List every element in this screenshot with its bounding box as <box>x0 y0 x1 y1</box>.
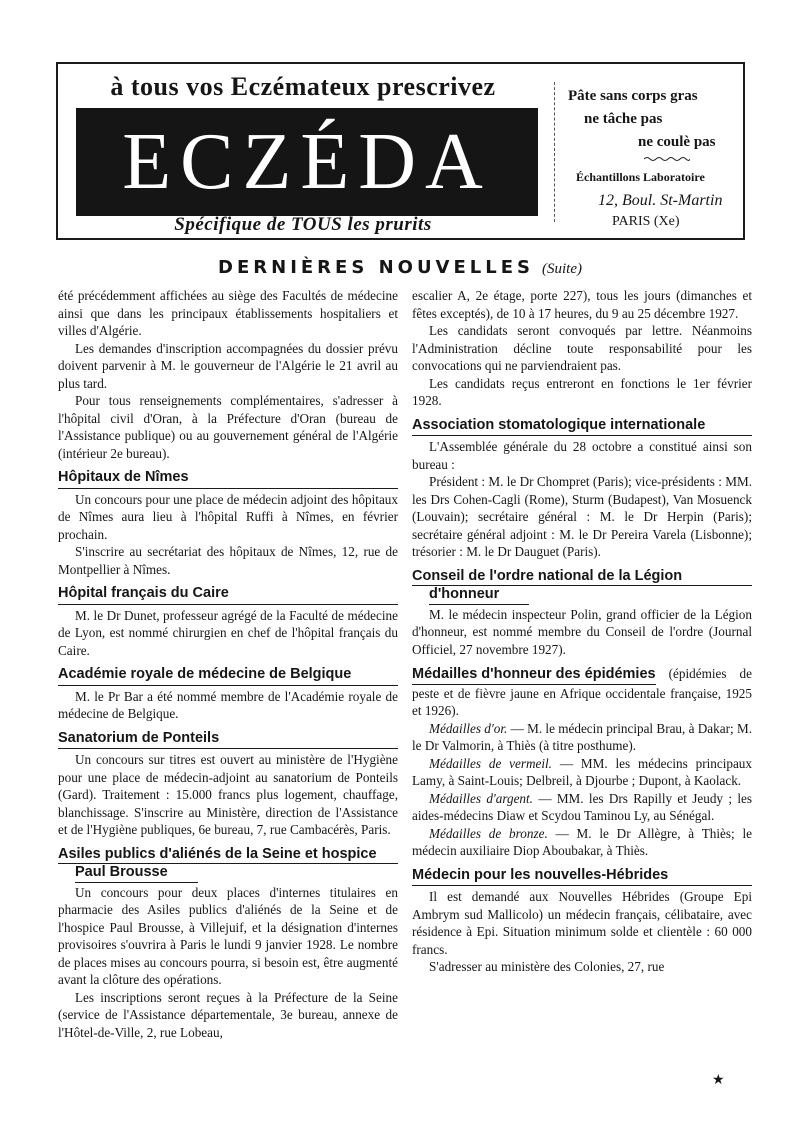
label-or: Médailles d'or. <box>429 720 508 736</box>
heading-academie-belgique: Académie royale de médecine de Belgique <box>58 666 398 686</box>
heading-conseil-legion <box>412 568 752 606</box>
heading-nouvelles-hebrides: Médecin pour les nouvelles-Hébrides <box>412 867 752 887</box>
ad-feature-2: ne tâche pas <box>584 111 663 127</box>
paragraph: M. le Dr Dunet, professeur agrégé de la Faculté de médecine de Lyon, est nommé chirurgien en chef de l'hôpital français du Caire. <box>58 607 398 658</box>
paragraph: Un concours pour une place de médecin adjoint des hôpitaux de Nîmes aura lieu à l'hôpital Ruffi à Nîmes, en février prochain. <box>58 491 398 542</box>
ad-feature-1: Pâte sans corps gras <box>568 88 698 104</box>
heading-asiles <box>58 846 398 884</box>
paragraph: Les inscriptions seront reçues à la Préfecture de la Seine (service de l'Assistance départementale, 3e bureau, annexe de l'Hôtel-de-Ville, 2, rue Lobeau, <box>58 989 398 1040</box>
ad-main-panel <box>58 64 548 238</box>
ad-tagline: Spécifique de TOUS les prurits <box>174 214 432 235</box>
heading-asiles-line-2: Paul Brousse <box>75 864 198 883</box>
text-argent: — MM. les Drs Rapilly et Jeudy ; les aides-médecins Diaw et Scydou Taminou Ly, au Sénégal. <box>412 790 752 823</box>
heading-hopital-caire: Hôpital français du Caire <box>58 585 398 605</box>
label-argent: Médailles d'argent. <box>429 790 533 806</box>
paragraph <box>412 825 752 860</box>
squiggle-ornament-icon <box>644 156 690 162</box>
heading-conseil-line-2: d'honneur <box>429 586 529 605</box>
paragraph: escalier A, 2e étage, porte 227), tous les jours (dimanches et fêtes exceptés), de 10 à 17 heures, du 9 au 25 décembre 1927. <box>412 288 752 321</box>
ad-headline: à tous vos Eczémateux prescrivez <box>110 72 496 101</box>
page-title <box>0 257 800 278</box>
medailles-paragraph <box>412 665 752 720</box>
heading-asiles-line-1: Asiles publics d'aliénés de la Seine et hospice <box>58 846 398 865</box>
paragraph: Un concours sur titres est ouvert au ministère de l'Hygiène pour une place de médecin-adjoint au sanatorium de Ponteils (Gard). Traitement : 15.000 francs plus logement, chauffage, blanchissage. S'inscrire au Ministère, direction de l'Assistance et de l'Hygiène publiques, 6e bureau, 7, rue Cambacérès, Paris. <box>58 752 398 837</box>
left-column <box>58 287 398 1041</box>
ad-city: PARIS (Xe) <box>612 214 680 229</box>
section-title: DERNIÈRES NOUVELLES <box>218 257 534 278</box>
paragraph: S'inscrire au secrétariat des hôpitaux de Nîmes, 12, rue de Montpellier à Nîmes. <box>58 544 398 577</box>
heading-sanatorium-ponteils: Sanatorium de Ponteils <box>58 730 398 750</box>
ad-side-panel <box>568 64 743 238</box>
heading-hopitaux-nimes: Hôpitaux de Nîmes <box>58 469 398 489</box>
label-bronze: Médailles de bronze. <box>429 825 548 841</box>
paragraph <box>412 755 752 790</box>
text-vermeil: — MM. les médecins principaux Lamy, à Saint-Louis; Delbreil, à Djourbe ; Dupont, à Kaolack. <box>412 755 752 788</box>
paragraph: Les candidats reçus entreront en fonctions le 1er février 1928. <box>412 375 752 408</box>
ad-brand-name: ECZÉDA <box>76 108 538 216</box>
paragraph <box>412 720 752 755</box>
paragraph: L'Assemblée générale du 28 octobre a constitué ainsi son bureau : <box>412 439 752 472</box>
eczeda-advertisement <box>56 62 745 240</box>
paragraph: été précédemment affichées au siège des Facultés de médecine ainsi que dans les principaux établissements hospitaliers et villes d'Algérie. <box>58 288 398 338</box>
text-bronze: — M. le Dr Allègre, à Thiès; le médecin auxiliaire Diop Aboubakar, à Thiès. <box>412 825 753 858</box>
paragraph: M. le médecin inspecteur Polin, grand officier de la Légion d'honneur, est nommé membre du Conseil de l'ordre (Journal Officiel, 27 novembre 1927). <box>412 606 752 657</box>
paragraph: Pour tous renseignements complémentaires, s'adresser à l'hôpital civil d'Oran, à la Préfecture d'Oran (bureau de l'Assistance publique) ou au gouvernement général de l'Algérie (intérieur 2e bureau). <box>58 393 398 461</box>
ad-address: 12, Boul. St-Martin <box>598 192 723 209</box>
paragraph: S'adresser au ministère des Colonies, 27, rue <box>429 959 665 974</box>
paragraph: Il est demandé aux Nouvelles Hébrides (Groupe Epi Ambrym sud Mallicolo) un médecin français, célibataire, avec résidence à Epi. Situation minimum solde et clientèle : 60 000 francs. <box>412 889 752 957</box>
heading-conseil-line-1: Conseil de l'ordre national de la Légion <box>412 568 752 587</box>
ad-divider <box>554 82 555 222</box>
right-column <box>412 287 752 976</box>
heading-association-stomatologique: Association stomatologique internationale <box>412 417 752 437</box>
paragraph: Les candidats seront convoqués par lettre. Néanmoins l'Administration décline toute responsabilité pour les convocations qui ne parviendraient pas. <box>412 323 752 373</box>
ad-samples: Échantillons Laboratoire <box>576 170 705 184</box>
paragraph <box>412 790 752 825</box>
paragraph: Les demandes d'inscription accompagnées du dossier prévu doivent parvenir à M. le gouverneur de l'Algérie le 21 avril au plus tard. <box>58 340 398 391</box>
medailles-intro: (épidémies de peste et de fièvre jaune en Afrique occidentale française, 1925 et 1926). <box>412 666 752 718</box>
section-suite: (Suite) <box>541 261 582 277</box>
ad-feature-3: ne coulè pas <box>638 134 716 150</box>
text-or: — M. le médecin principal Brau, à Dakar; M. le Dr Valmorin, à Thiès (à titre posthume). <box>412 720 752 753</box>
star-icon: ★ <box>712 1073 725 1088</box>
paragraph: M. le Pr Bar a été nommé membre de l'Académie royale de médecine de Belgique. <box>58 688 398 721</box>
paragraph: Un concours pour deux places d'internes titulaires en pharmacie des Asiles publics d'aliénés de la Seine et de l'hospice Paul Brousse, à Villejuif, et la désignation d'internes provisoires s'ouvrira à Paris le lundi 9 janvier 1928. Le nombre de places mises au concours pourra, si besoin est, être augmenté avant la clôture des opérations. <box>58 884 398 987</box>
label-vermeil: Médailles de vermeil. <box>429 755 552 771</box>
heading-medailles: Médailles d'honneur des épidémies <box>412 666 656 685</box>
paragraph: Président : M. le Dr Chompret (Paris); vice-présidents : MM. les Drs Cohen-Cagli (Rome), Sturm (Budapest), Van Mosuenck (Louvain); secrétaire général : M. le Dr Herpin (Paris); secrétaire général adjoint : M. le Dr Pereira Varela (Lisbonne); trésorier : M. le Dr Dauguet (Paris). <box>412 474 752 559</box>
